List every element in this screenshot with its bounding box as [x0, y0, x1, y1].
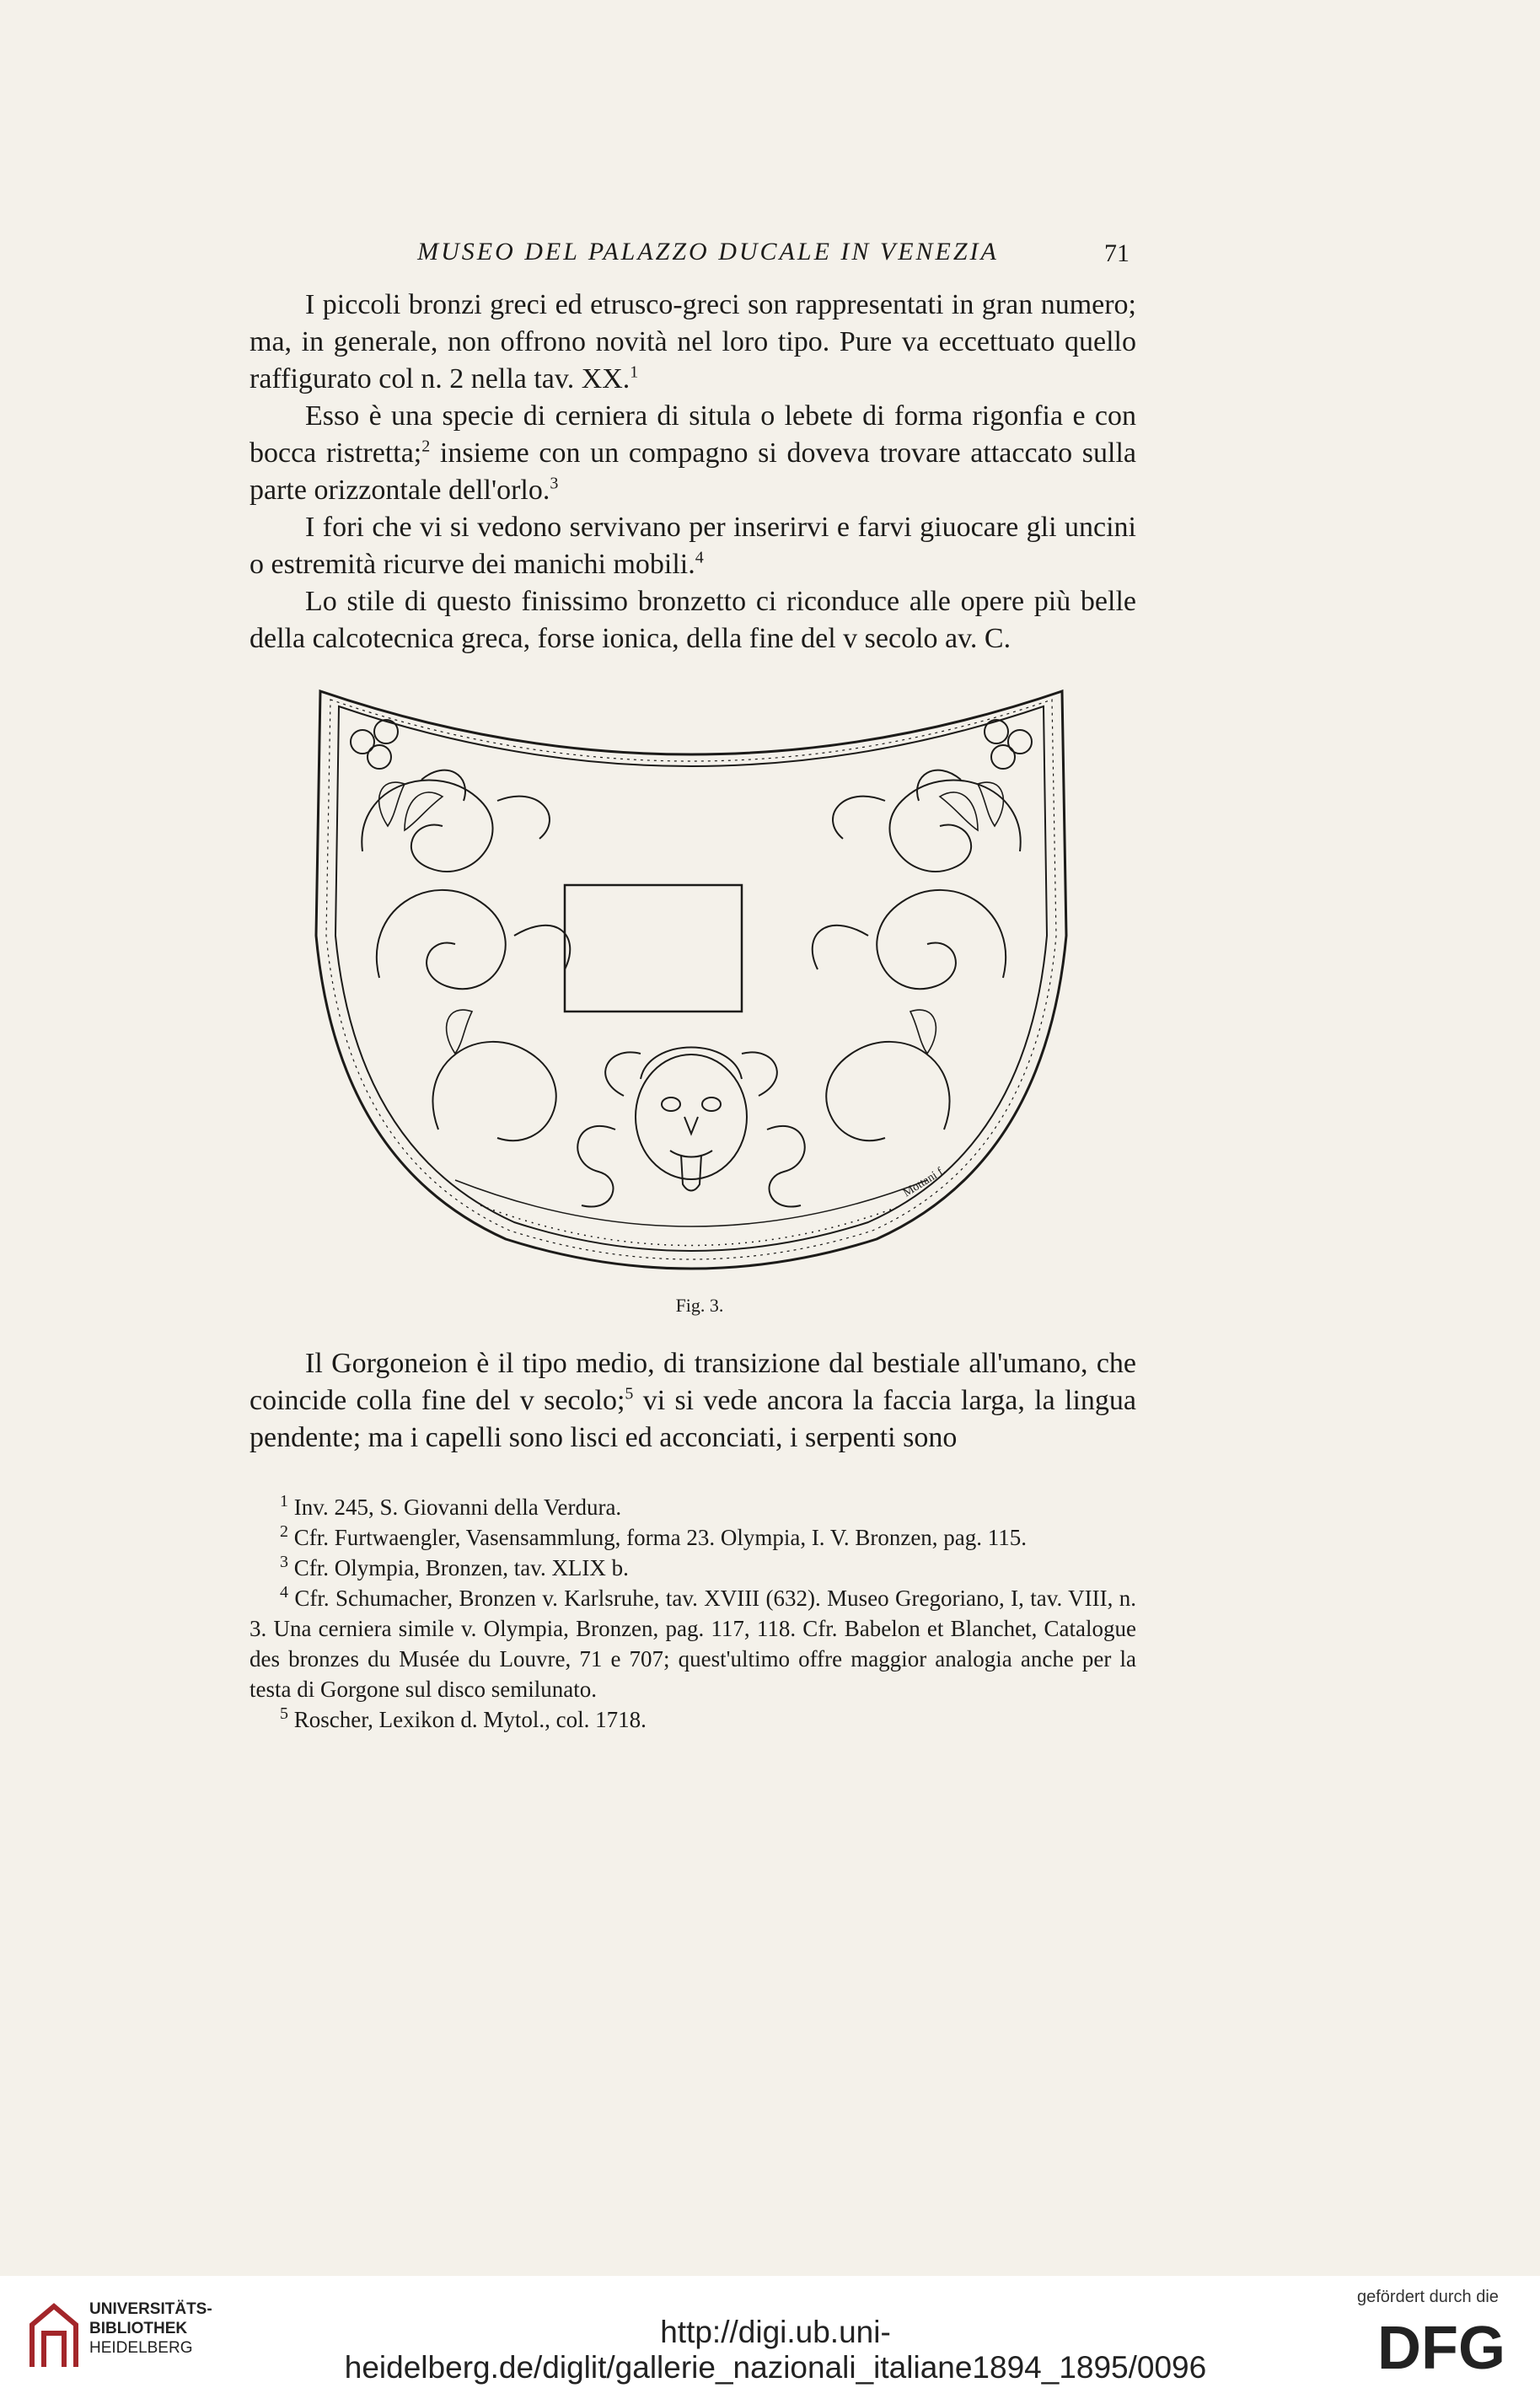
paragraph: Esso è una specie di cerniera di situla o lebete di forma rigonfia e con bocca ristretta;$^2$ insieme con un compagno si doveva trovare attaccato sulla parte orizzontale dell'orlo.$^3$ — [250, 400, 1136, 506]
footnote-ref[interactable]: 2 — [421, 437, 431, 456]
paragraph: Lo stile di questo finissimo bronzetto ci riconduce alle opere più belle della calcotecnica greca, forse ionica, della fine del v secolo av. C. — [250, 586, 1136, 654]
dfg-logo-icon — [1361, 2316, 1521, 2377]
footnote: $^3$ Cfr. Olympia, Bronzen, tav. XLIX b. — [280, 1553, 629, 1580]
footnote: $^2$ Cfr. Furtwaengler, Vasensammlung, forma 23. Olympia, I. V. Bronzen, pag. 115. — [280, 1522, 1028, 1550]
source-url-link[interactable]: http://digi.ub.uni-heidelberg.de/diglit/gallerie_nazionali_italiane1894_1895/0096 — [344, 2315, 1207, 2385]
paragraph: I piccoli bronzi greci ed etrusco-greci son rappresentati in gran numero; ma, in generale, non offrono novità nel loro tipo. Pure va eccettuato quello raffigurato col n. 2 nella tav. XX.$^1$ — [250, 289, 1136, 394]
funding-note: gefördert durch die — [1357, 2288, 1499, 2306]
running-title: MUSEO DEL PALAZZO DUCALE IN VENEZIA — [417, 238, 999, 266]
svg-text:DFG: DFG — [1377, 2316, 1505, 2377]
footnote-ref[interactable]: 3 — [550, 474, 559, 493]
body-text-top — [250, 287, 1136, 657]
footnote: $^4$ Cfr. Schumacher, Bronzen v. Karlsruhe, tav. XVIII (632). Museo Gregoriano, I, tav. VIII, n. 3. Una cerniera simile v. Olympia, Bronzen, pag. 117, 118. Cfr. Babelon et Blanchet, Catalogue des bronzes du Musée du Louvre, 71 e 707; quest'ultimo offre maggior analogia anche per la testa di Gorgone sul disco semilunato. — [250, 1583, 1136, 1702]
university-library-logo-icon — [24, 2299, 84, 2372]
footnote: $^1$ Inv. 245, S. Giovanni della Verdura. — [280, 1492, 622, 1520]
body-text-bottom — [250, 1345, 1136, 1457]
page-number: 71 — [1104, 239, 1130, 267]
hinge-illustration — [287, 657, 1096, 1281]
paragraph: Il Gorgoneion è il tipo medio, di transizione dal bestiale all'umano, che coincide colla fine del v secolo;$^5$ vi si vede ancora la faccia larga, la lingua pendente; ma i capelli sono lisci ed acconciati, i serpenti sono — [250, 1348, 1136, 1453]
footnotes — [250, 1492, 1136, 1735]
illustrator-signature: Mottani f. — [901, 1163, 948, 1200]
figure-caption: Fig. 3. — [675, 1295, 724, 1316]
footnote-ref[interactable]: 4 — [695, 548, 704, 567]
paragraph: I fori che vi si vedono servivano per inserirvi e farvi giuocare gli uncini o estremità ricurve dei manichi mobili.$^4$ — [250, 512, 1136, 580]
footnote-ref[interactable]: 1 — [630, 362, 639, 382]
library-name: UNIVERSITÄTS- BIBLIOTHEK HEIDELBERG — [89, 2300, 212, 2357]
footnote: $^5$ Roscher, Lexikon d. Mytol., col. 1718. — [280, 1704, 647, 1732]
footnote-ref[interactable]: 5 — [625, 1384, 634, 1403]
